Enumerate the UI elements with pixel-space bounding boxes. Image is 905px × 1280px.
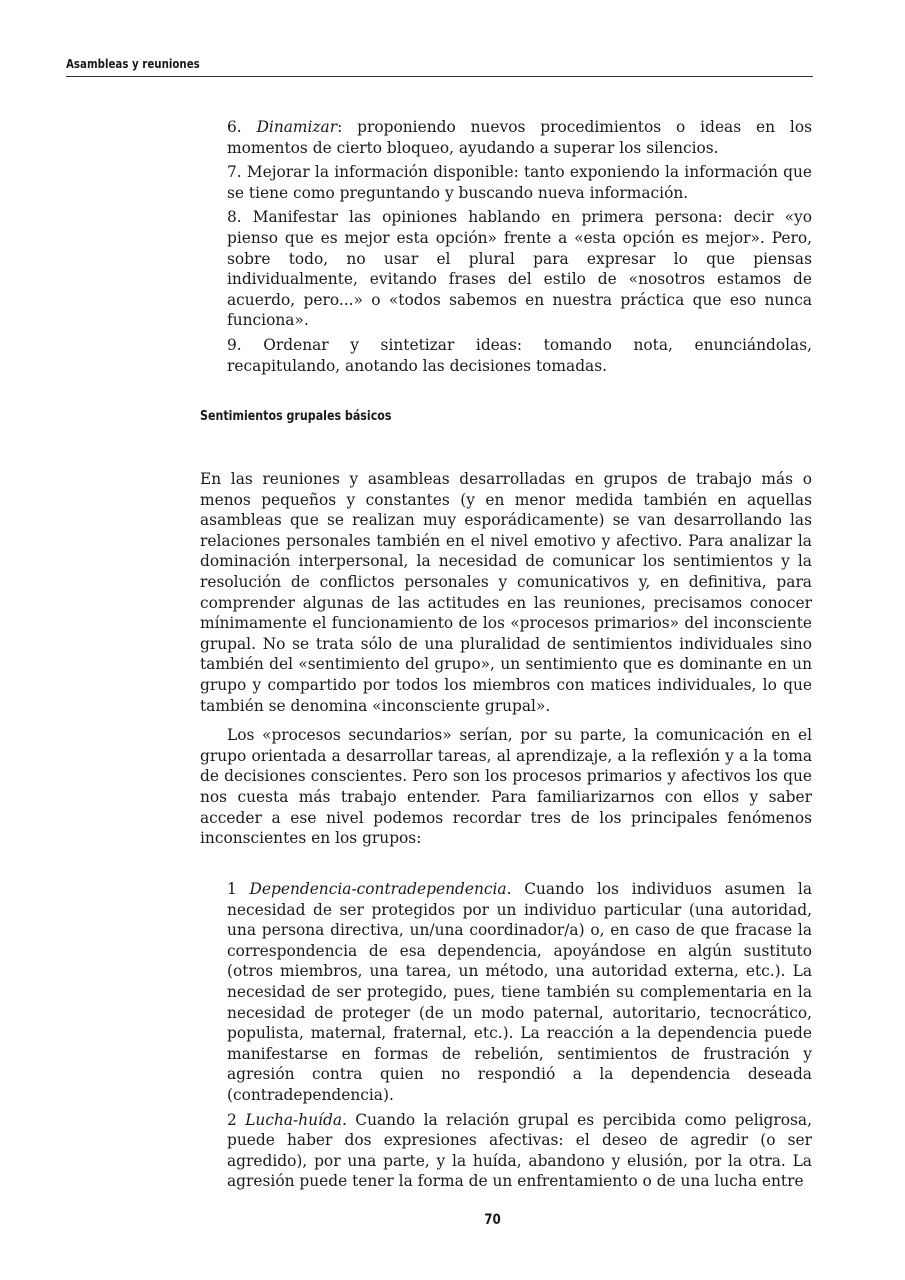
body-text — [200, 469, 812, 858]
list-item: 6. Dinamizar: proponiendo nuevos procedimientos o ideas en los momentos de cierto bloqueo, ayudando a superar los silencios. — [227, 118, 813, 157]
list-item-term: Dinamizar — [256, 118, 338, 136]
paragraph: En las reuniones y asambleas desarrolladas en grupos de trabajo más o menos pequeños y constantes (y en menor medida también en aquellas asambleas que se realizan muy esporádicamente) se van desarrollando las relaciones personales también en el nivel emotivo y afectivo. Para analizar la dominación interpersonal, la necesidad de comunicar los sentimientos y la resolución de conflictos personales y comunicativos y, en definitiva, para comprender algunas de las actitudes en las reuniones, precisamos conocer mínimamente el funcionamiento de los «procesos primarios» del inconsciente grupal. No se trata sólo de una pluralidad de sentimientos individuales sino también del «sentimiento del grupo», un sentimiento que es dominante en un grupo y compartido por todos los miembros con matices individuales, lo que también se denomina «inconsciente grupal». — [200, 470, 812, 715]
list-item: 8. Manifestar las opiniones hablando en primera persona: decir «yo pienso que es mejor esta opción» frente a «esta opción es mejor». Pero, sobre todo, no usar el plural para expresar lo que piensas individualmente, evitando frases del estilo de «nosotros estamos de acuerdo, pero...» o «todos sabemos en nuestra práctica que eso nunca funciona». — [227, 208, 812, 330]
list-item: 1 Dependencia-contradependencia. Cuando los individuos asumen la necesidad de ser protegidos por un individuo particular (una autoridad, una persona directiva, un/una coordinador/a) o, en caso de que fracase la correspondencia de esa dependencia, apoyándose en algún sustituto (otros miembros, una tarea, un método, una autoridad externa, etc.). La necesidad de ser protegido, pues, tiene también su complementaria en la necesidad de proteger (de un modo paternal, autoritario, tecnocrático, populista, maternal, fraternal, etc.). La reacción a la dependencia puede manifestarse en formas de rebelión, sentimientos de frustración y agresión contra quien no respondió a la dependencia deseada (contradependencia). — [227, 880, 812, 1104]
paragraph: Los «procesos secundarios» serían, por su parte, la comunicación en el grupo orientada a desarrollar tareas, al aprendizaje, a la reflexión y a la toma de decisiones conscientes. Pero son los procesos primarios y afectivos los que nos cuesta más trabajo entender. Para familiarizarnos con ellos y saber acceder a ese nivel podemos recordar tres de los principales fenómenos inconscientes en los grupos: — [200, 726, 812, 848]
list-item: 2 Lucha-huída. Cuando la relación grupal es percibida como peligrosa, puede haber dos expresiones afectivas: el deseo de agredir (o ser agredido), por una parte, y la huída, abandono y elusión, por la otra. La agresión puede tener la forma de un enfrentamiento o de una lucha entre — [227, 1110, 812, 1191]
list-item: 9. Ordenar y sintetizar ideas: tomando nota, enunciándolas, recapitulando, anotando las decisiones tomadas. — [227, 335, 812, 375]
list-item-term: Dependencia-contradependencia — [249, 880, 507, 898]
list-item-term: Lucha-huída — [245, 1110, 343, 1129]
list-item: 7. Mejorar la información disponible: tanto exponiendo la información que se tiene como preguntando y buscando nueva información. — [227, 163, 813, 202]
running-header: Asambleas y reuniones — [66, 56, 200, 71]
page-number: 70 — [484, 1212, 501, 1228]
role-list-top — [227, 117, 812, 380]
header-rule — [66, 76, 813, 77]
section-heading: Sentimientos grupales básicos — [200, 408, 392, 424]
phenomena-list — [227, 879, 812, 1196]
